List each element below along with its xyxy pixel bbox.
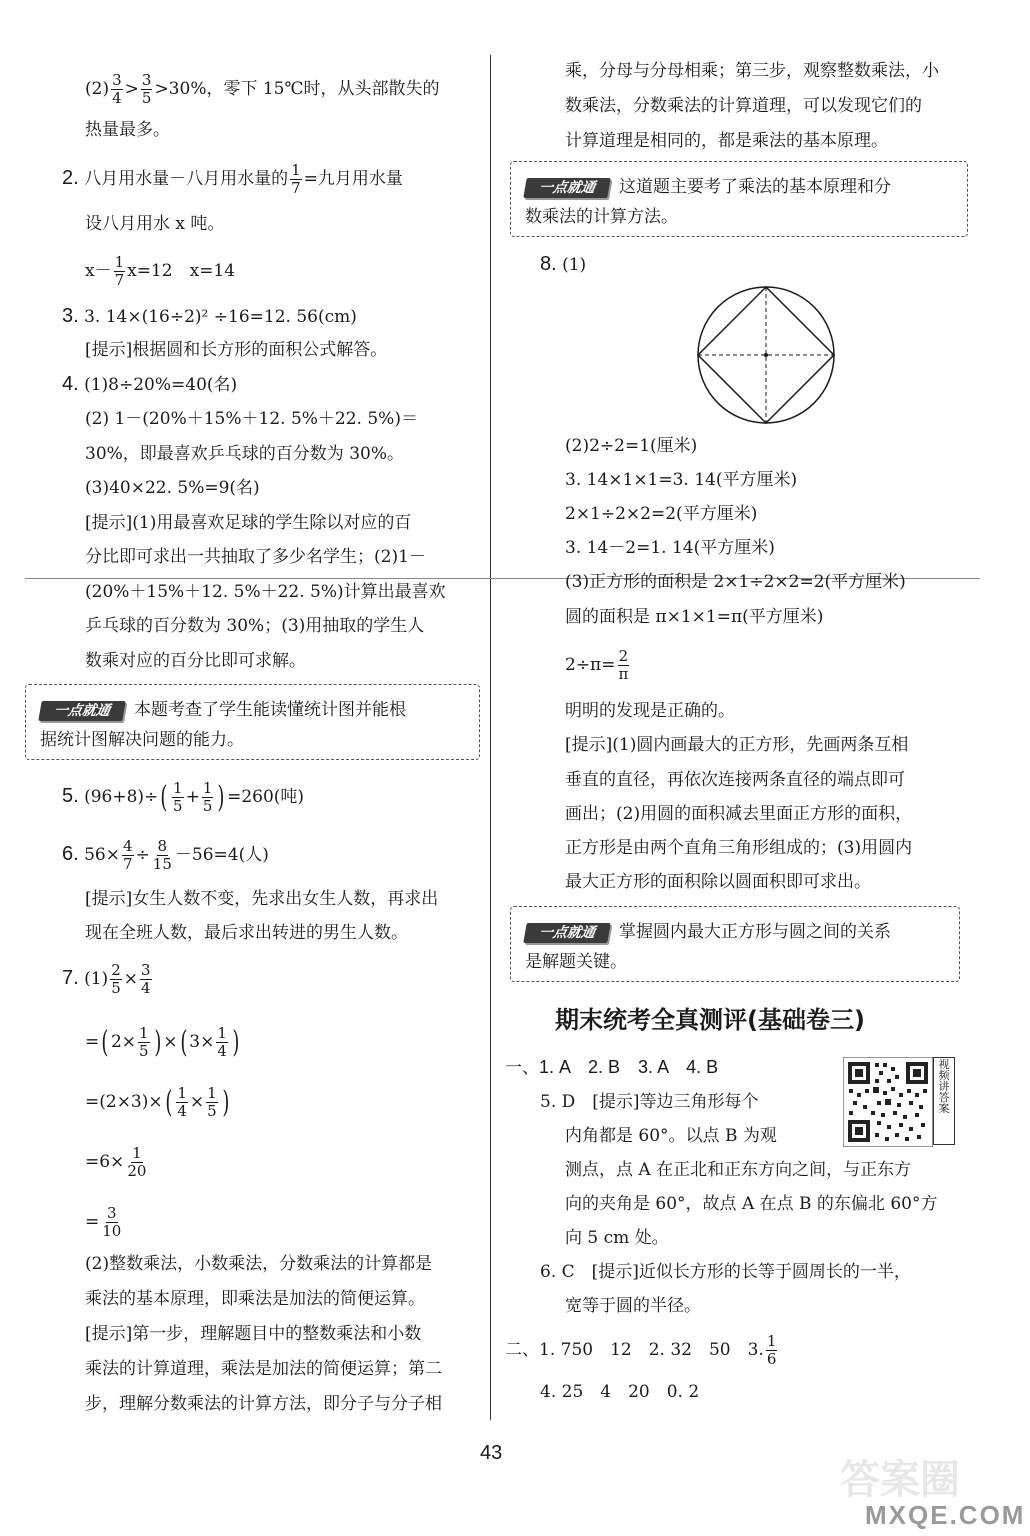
answer-line: 数乘法，分数乘法的计算道理，可以发现它们的 (565, 96, 922, 116)
tip-tag: 一点就通 (523, 923, 611, 943)
tip-box: 一点就通 掌握圆内最大正方形与圆之间的关系 是解题关键。 (510, 906, 960, 982)
answer-line: 30%，即最喜欢乒乓球的百分数为 30%。 (85, 444, 404, 464)
center-point (764, 353, 768, 357)
tip-tag: 一点就通 (523, 178, 611, 198)
answer-line: 热量最多。 (85, 120, 170, 140)
question-6: 6. 56× $\frac{4}{7}$ ÷ $\frac{8}{15}$ －56=4(人) (62, 837, 269, 873)
hint-line: 画出；(2)用圆的面积减去里面正方形的面积， (565, 804, 913, 824)
equation-line: =(2×3)×( $\frac{1}{4}$ × $\frac{1}{5}$ ) (85, 1084, 230, 1120)
watermark-text: MXQE.COM (865, 1500, 1026, 1530)
question-5: 5. (96+8)÷( $\frac{1}{5}$ + $\frac{1}{5}$ ) =260(吨) (62, 779, 305, 815)
section-1-line: 一、1. A 2. B 3. A 4. B (505, 1057, 719, 1078)
fraction: $\frac{3}{5}$ (141, 71, 152, 107)
answer-line: 4. 25 4 20 0. 2 (540, 1382, 700, 1402)
qr-code-label: 视频讲答案 (933, 1057, 955, 1145)
tip-box: 一点就通 这道题主要考了乘法的基本原理和分 数乘法的计算方法。 (510, 161, 968, 237)
question-2: 2. 八月用水量－八月用水量的 $\frac{1}{7}$ =九月用水量 (62, 161, 403, 197)
hint-line: 垂直的直径，再依次连接两条直径的端点即可 (565, 770, 905, 790)
answer-line: 向的夹角是 60°，故点 A 在点 B 的东偏北 60°方 (565, 1194, 938, 1214)
tip-box: 一点就通 本题考查了学生能读懂统计图并能根 据统计图解决问题的能力。 (25, 684, 480, 760)
answer-line: 5. D [提示]等边三角形每个 (540, 1092, 759, 1112)
hint-line: (20%＋15%＋12. 5%＋22. 5%)计算出最喜欢 (85, 582, 446, 602)
answer-line: 宽等于圆的半径。 (565, 1296, 701, 1316)
answer-line: 乘法的基本原理，即乘法是加法的简便运算。 (85, 1289, 425, 1309)
question-8: 8. (1) (540, 253, 587, 275)
answer-line: 乘，分母与分母相乘；第三步，观察整数乘法，小 (565, 61, 939, 81)
hint-line: [提示]女生人数不变，先求出女生人数，再求出 (85, 889, 439, 909)
answer-line: 内角都是 60°。以点 B 为观 (565, 1126, 777, 1146)
answer-line: (3)正方形的面积是 2×1÷2×2=2(平方厘米) (565, 572, 906, 592)
answer-line: 计算道理是相同的，都是乘法的基本原理。 (565, 131, 888, 151)
answer-line: 向 5 cm 处。 (565, 1228, 669, 1248)
question-4: 4. (1)8÷20%=40(名) (62, 373, 238, 395)
answer-line: 测点，点 A 在正北和正东方向之间，与正东方 (565, 1160, 912, 1180)
answer-line: (3)40×22. 5%=9(名) (85, 478, 260, 498)
answer-line: (2)2÷2=1(厘米) (565, 436, 698, 456)
equation-line: = $\frac{3}{10}$ (85, 1204, 122, 1240)
answer-line: 6. C [提示]近似长方形的长等于圆周长的一半， (540, 1262, 911, 1282)
equation-line: =( 2× $\frac{1}{5}$ ) ×( 3× $\frac{1}{4}$ ) (85, 1024, 240, 1060)
section-2-line: 二、1. 750 12 2. 32 50 3. $\frac{1}{6}$ (505, 1332, 777, 1368)
answer-line: x－ $\frac{1}{7}$ x=12 x=14 (85, 253, 236, 289)
circle-inscribed-square-diagram (695, 284, 837, 426)
answer-line: 2×1÷2×2=2(平方厘米) (565, 504, 758, 524)
hint-line: 乘法的计算道理，乘法是加法的简便运算；第二 (85, 1359, 442, 1379)
hint-line: 乒乓球的百分数为 30%；(3)用抽取的学生人 (85, 616, 425, 636)
page-number: 43 (480, 1442, 503, 1464)
answer-line: 明明的发现是正确的。 (565, 701, 735, 721)
answer-line: 3. 14－2=1. 14(平方厘米) (565, 538, 775, 558)
answer-line: (2)整数乘法，小数乘法，分数乘法的计算都是 (85, 1254, 433, 1274)
hint-line: [提示](1)圆内画最大的正方形，先画两条互相 (565, 735, 909, 755)
hint-line: [提示]根据圆和长方形的面积公式解答。 (85, 340, 388, 360)
question-3: 3. 3. 14×(16÷2)² ÷16=12. 56(cm) (62, 305, 357, 327)
answer-line: (2) 1－(20%＋15%＋12. 5%＋22. 5%)＝ (85, 409, 418, 429)
hint-line: [提示]第一步，理解题目中的整数乘法和小数 (85, 1324, 422, 1344)
answer-line: 设八月用水 x 吨。 (85, 214, 225, 234)
answer-line: 圆的面积是 π×1×1=π(平方厘米) (565, 607, 824, 627)
section-title: 期末统考全真测评(基础卷三) (555, 1006, 865, 1034)
tip-tag: 一点就通 (38, 701, 126, 721)
hint-line: 现在全班人数，最后求出转进的男生人数。 (85, 923, 408, 943)
qr-code[interactable] (843, 1057, 933, 1147)
question-7: 7. (1) $\frac{2}{5}$ × $\frac{3}{4}$ (62, 961, 151, 997)
answer-line: (2) $\frac{3}{4}$ > $\frac{3}{5}$ >30%，零下 15℃时，从头部散失的 (85, 71, 440, 107)
hint-line: 正方形是由两个直角三角形组成的；(3)用圆内 (565, 838, 913, 858)
equation-line: =6× $\frac{1}{20}$ (85, 1144, 147, 1180)
hint-line: 步，理解分数乘法的计算方法，即分子与分子相 (85, 1394, 442, 1414)
hint-line: 分比即可求出一共抽取了多少名学生；(2)1－ (85, 547, 426, 567)
answer-line: 3. 14×1×1=3. 14(平方厘米) (565, 470, 798, 490)
answer-line: 2÷π= $\frac{2}{\pi}$ (565, 647, 629, 683)
svg-text:答案圈: 答案圈 (840, 1457, 960, 1503)
column-divider (490, 55, 491, 1420)
hint-line: [提示](1)用最喜欢足球的学生除以对应的百 (85, 513, 412, 533)
hint-line: 数乘对应的百分比即可求解。 (85, 651, 306, 671)
hint-line: 最大正方形的面积除以圆面积即可求出。 (565, 872, 871, 892)
fraction: $\frac{3}{4}$ (112, 71, 122, 107)
